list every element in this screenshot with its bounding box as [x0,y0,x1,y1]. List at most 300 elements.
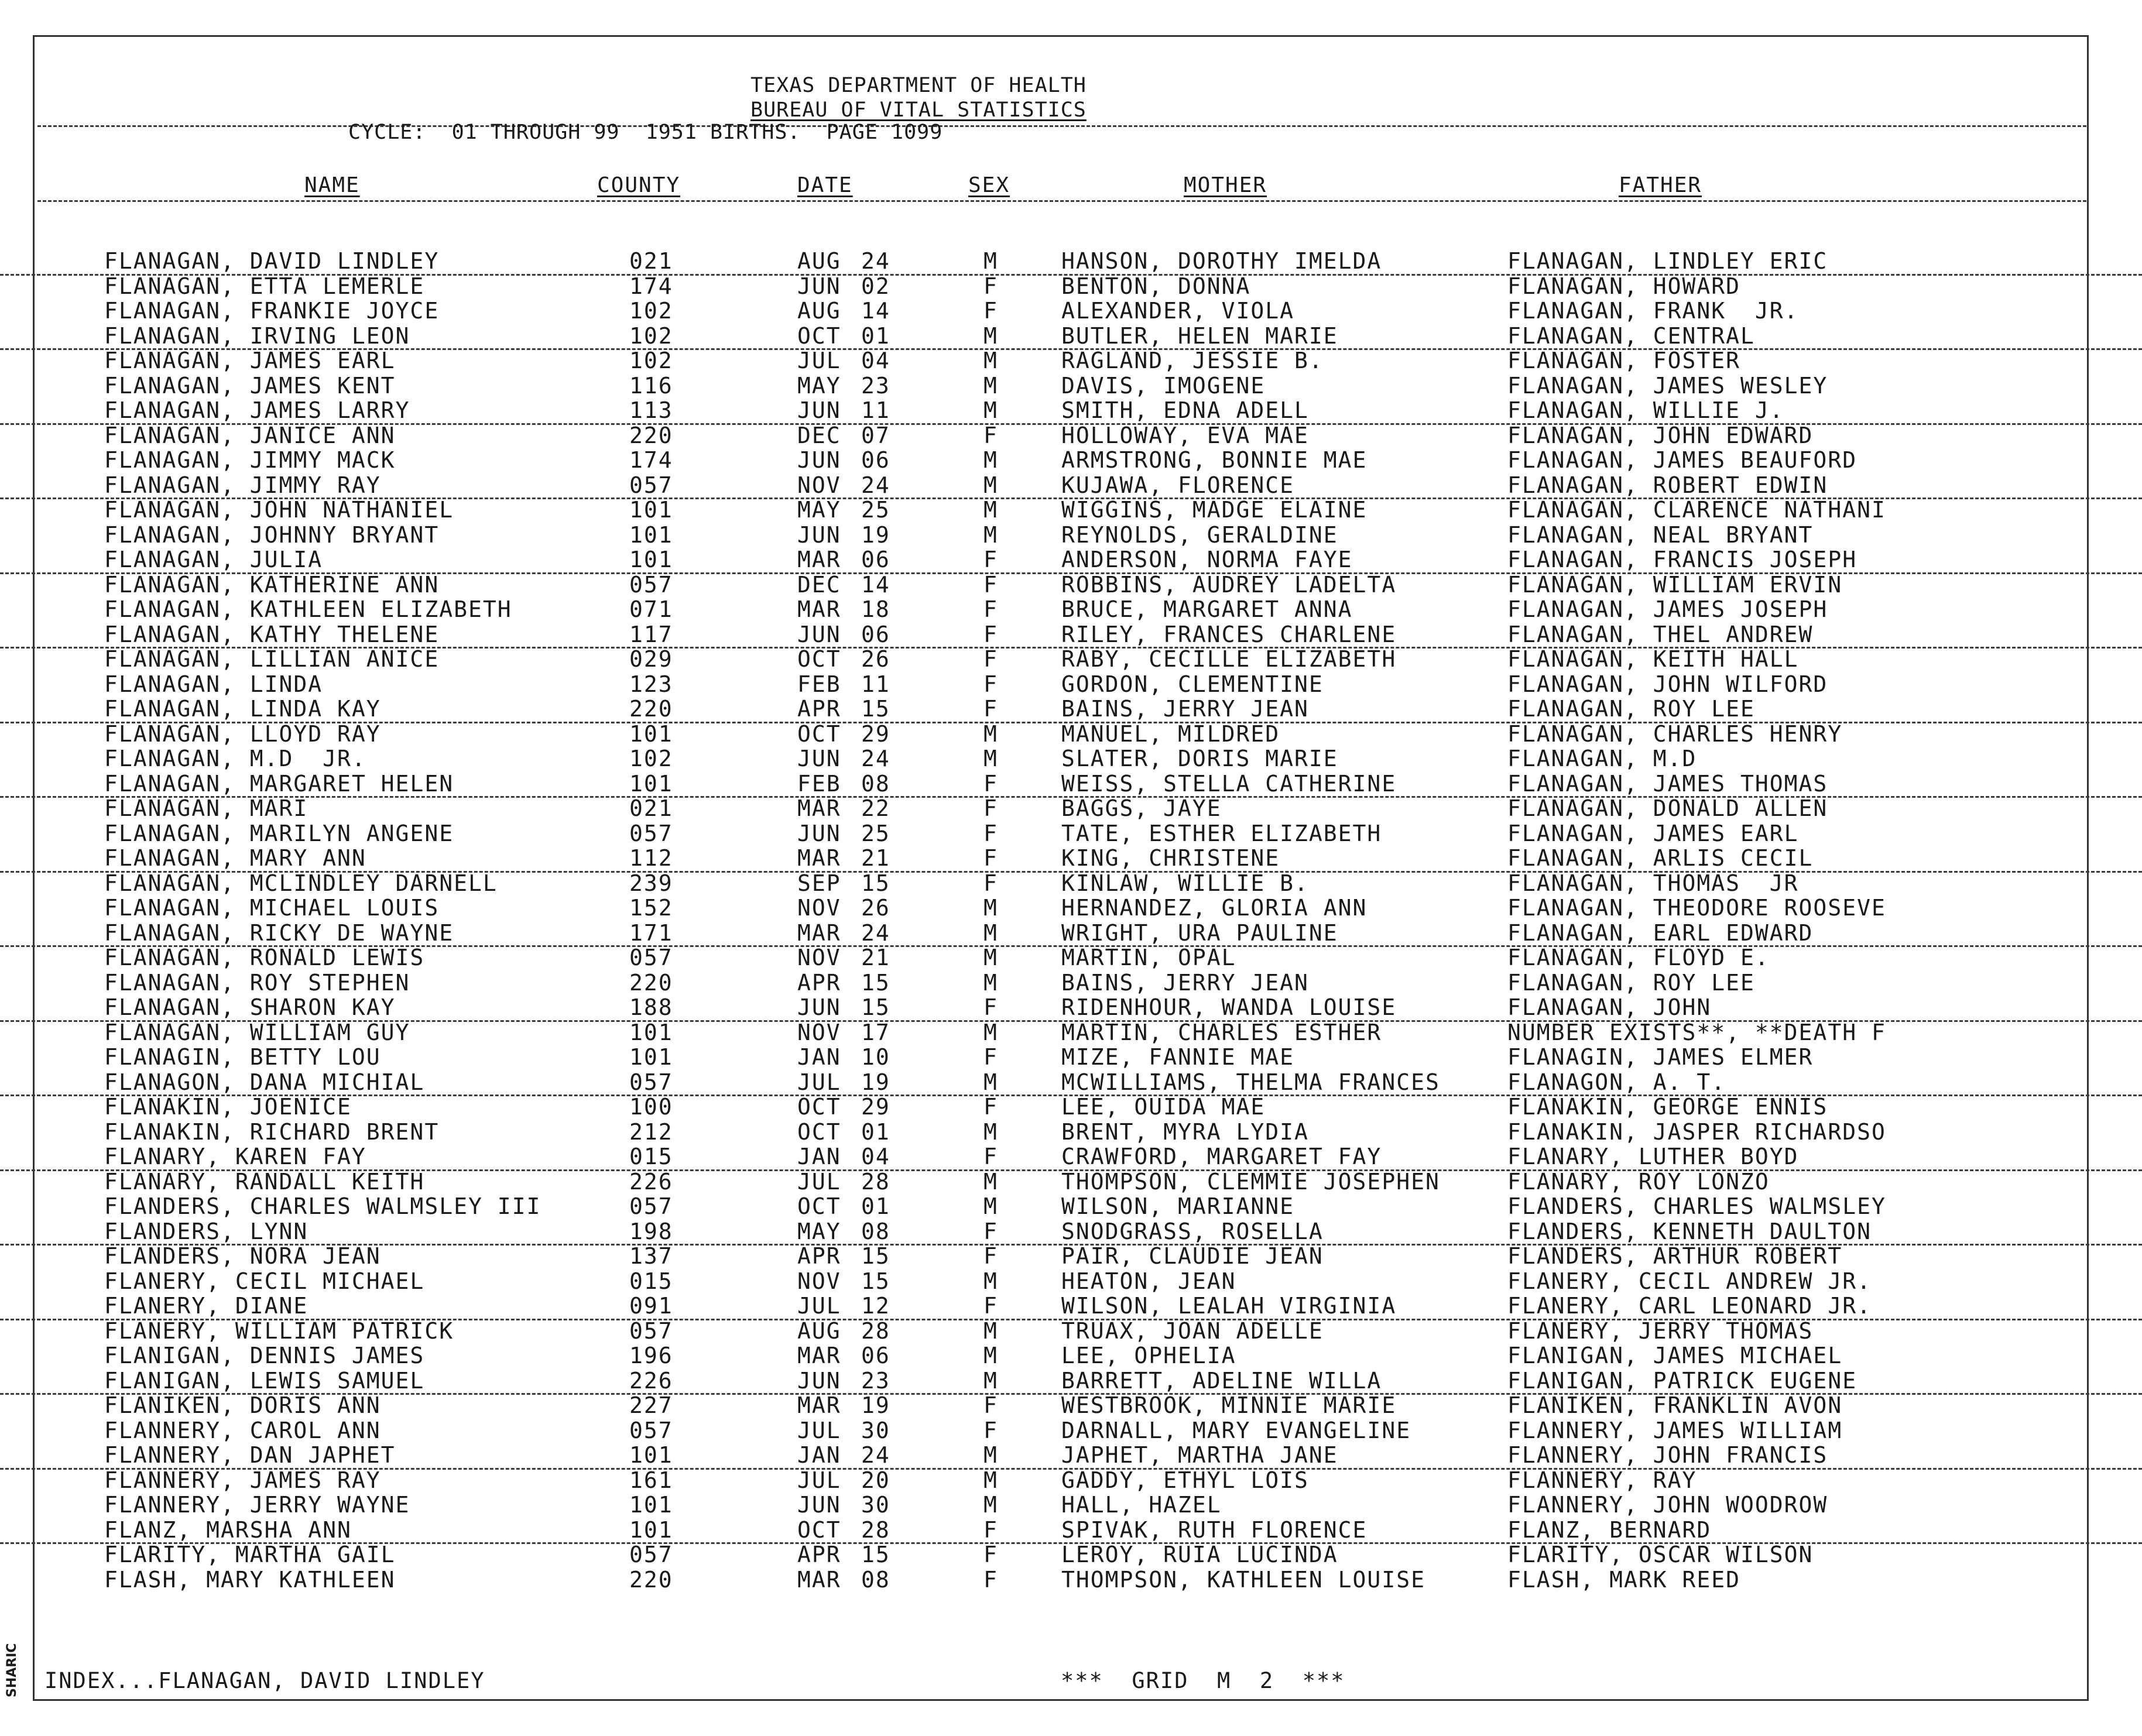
table-row [0,299,2142,324]
cell-county: 102 [629,746,673,771]
cell-month: NOV [797,472,841,498]
cell-day: 21 [861,945,890,970]
cell-county: 174 [629,447,673,473]
cell-sex: F [983,845,998,871]
cell-county: 123 [629,671,673,697]
cell-day: 04 [861,1144,890,1169]
cell-name: FLANAGAN, JULIA [104,547,323,572]
cell-county: 057 [629,945,673,970]
cell-father: FLANAGAN, JAMES JOSEPH [1507,596,1828,622]
cell-father: FLANARY, ROY LONZO [1507,1168,1770,1195]
cell-sex: M [983,945,998,970]
cell-name: FLANAGAN, JIMMY RAY [104,472,381,498]
cell-day: 23 [861,1367,890,1394]
cell-month: JUL [797,1069,841,1095]
cell-county: 057 [629,571,673,598]
cell-name: FLANAGAN, WILLIAM GUY [104,1019,410,1045]
table-row [0,771,2142,798]
cell-mother: LEE, OPHELIA [1061,1343,1236,1368]
cell-month: OCT [797,646,841,672]
cell-name: FLANAGAN, DAVID LINDLEY [104,248,440,274]
cell-mother: ANDERSON, NORMA FAYE [1061,547,1353,572]
cell-month: NOV [797,945,841,970]
cell-name: FLANARY, KAREN FAY [104,1144,366,1169]
cell-county: 101 [629,1442,673,1468]
cell-father: FLANNERY, JOHN FRANCIS [1507,1442,1828,1468]
cell-month: JUN [797,273,841,299]
cell-name: FLANAGAN, RICKY DE WAYNE [104,920,454,946]
cell-county: 057 [629,1069,673,1095]
cell-day: 24 [861,746,890,771]
cell-day: 19 [861,1069,890,1095]
cell-father: FLANAGAN, THOMAS JR [1507,870,1799,896]
cell-day: 24 [861,1442,890,1468]
cell-county: 117 [629,621,673,647]
table-row [0,896,2142,921]
cell-name: FLANAGAN, MCLINDLEY DARNELL [104,870,498,896]
cell-name: FLANAGAN, LLOYD RAY [104,721,381,747]
cell-sex: M [983,1343,998,1368]
cell-name: FLANERY, DIANE [104,1293,309,1319]
cell-sex: F [983,298,998,324]
cell-sex: M [983,497,998,523]
cell-name: FLANAGAN, LILLIAN ANICE [104,646,440,672]
cell-name: FLANAGAN, M.D JR. [104,746,366,771]
cell-day: 29 [861,1094,890,1120]
cell-sex: F [983,621,998,647]
cell-county: 102 [629,298,673,324]
cell-day: 08 [861,1218,890,1244]
cell-sex: F [983,870,998,896]
cell-name: FLANAGAN, JOHNNY BRYANT [104,522,440,548]
table-row [0,1294,2142,1320]
cell-father: FLANNERY, JAMES WILLIAM [1507,1417,1843,1443]
cell-name: FLANAGAN, MARY ANN [104,845,366,871]
cell-father: FLANAGAN, JOHN WILFORD [1507,671,1828,697]
cell-father: FLANAGAN, FRANCIS JOSEPH [1507,547,1857,572]
cell-day: 22 [861,795,890,821]
cell-father: FLANAGAN, DONALD ALLEN [1507,795,1828,821]
cell-mother: HERNANDEZ, GLORIA ANN [1061,895,1368,921]
cell-mother: SPIVAK, RUTH FLORENCE [1061,1517,1368,1543]
cell-name: FLANAGAN, MARGARET HELEN [104,770,454,797]
cell-sex: M [983,1268,998,1294]
cell-mother: KINLAW, WILLIE B. [1061,870,1309,896]
table-row [0,1120,2142,1145]
cell-sex: F [983,1094,998,1120]
header-cycle: CYCLE: 01 THROUGH 99 1951 BIRTHS. PAGE 1099 [348,121,943,144]
table-row [0,1468,2142,1493]
table-row [0,523,2142,548]
cell-day: 17 [861,1019,890,1045]
cell-mother: CRAWFORD, MARGARET FAY [1061,1144,1382,1169]
cell-day: 07 [861,422,890,448]
cell-county: 220 [629,1566,673,1593]
table-row [0,1219,2142,1246]
cell-name: FLANIKEN, DORIS ANN [104,1392,381,1418]
cell-name: FLASH, MARY KATHLEEN [104,1566,396,1593]
table-row [0,871,2142,896]
table-row [0,697,2142,723]
cell-father: FLANARY, LUTHER BOYD [1507,1144,1799,1169]
cell-father: FLANAGAN, WILLIE J. [1507,397,1784,423]
table-row [0,398,2142,425]
cell-name: FLANARY, RANDALL KEITH [104,1168,425,1195]
cell-sex: F [983,547,998,572]
cell-father: FLANAGAN, NEAL BRYANT [1507,522,1814,548]
cell-county: 101 [629,497,673,523]
cell-mother: LEE, OUIDA MAE [1061,1094,1266,1120]
cell-day: 30 [861,1492,890,1518]
cell-father: FLANAGAN, FOSTER [1507,348,1741,373]
table-row [0,1493,2142,1518]
cell-day: 20 [861,1467,890,1493]
cell-county: 198 [629,1218,673,1244]
table-row [0,448,2142,473]
cell-day: 21 [861,845,890,871]
cell-mother: WEISS, STELLA CATHERINE [1061,770,1397,797]
cell-father: FLANDERS, ARTHUR ROBERT [1507,1243,1843,1269]
cell-county: 101 [629,1044,673,1070]
table-row [0,995,2142,1022]
cell-day: 11 [861,671,890,697]
cell-name: FLANAGAN, KATHERINE ANN [104,571,440,598]
cell-day: 14 [861,571,890,598]
cell-day: 04 [861,348,890,373]
cell-sex: F [983,671,998,697]
cell-day: 30 [861,1417,890,1443]
cell-sex: F [983,646,998,672]
table-row [0,1020,2142,1045]
cell-father: FLANAGAN, JOHN EDWARD [1507,422,1814,448]
cell-month: MAR [797,845,841,871]
header-subtitle: BUREAU OF VITAL STATISTICS [750,98,1087,122]
cell-father: FLANERY, JERRY THOMAS [1507,1318,1814,1344]
cell-mother: TATE, ESTHER ELIZABETH [1061,820,1382,846]
cell-name: FLANAGAN, MARILYN ANGENE [104,820,454,846]
cell-sex: F [983,1218,998,1244]
cell-county: 102 [629,323,673,349]
cell-county: 015 [629,1144,673,1169]
cell-day: 24 [861,248,890,274]
cell-name: FLANAGIN, BETTY LOU [104,1044,381,1070]
cell-mother: MARTIN, OPAL [1061,945,1236,970]
cell-mother: HEATON, JEAN [1061,1268,1236,1294]
cell-mother: BENTON, DONNA [1061,273,1251,299]
table-row [0,1368,2142,1395]
cell-month: APR [797,1243,841,1269]
cell-father: FLANAGAN, FRANK JR. [1507,298,1799,324]
cell-county: 188 [629,994,673,1020]
cell-name: FLANNERY, DAN JAPHET [104,1442,396,1468]
cell-month: JUN [797,746,841,771]
cell-mother: BRUCE, MARGARET ANNA [1061,596,1353,622]
cell-day: 15 [861,1268,890,1294]
cell-name: FLANNERY, JERRY WAYNE [104,1492,410,1518]
header-title: TEXAS DEPARTMENT OF HEALTH [750,74,1087,97]
cell-month: AUG [797,248,841,274]
column-header-name: NAME [304,173,360,197]
cell-sex: M [983,721,998,747]
cell-mother: REYNOLDS, GERALDINE [1061,522,1338,548]
table-row [0,921,2142,948]
cell-day: 08 [861,1566,890,1593]
cell-month: AUG [797,1318,841,1344]
cell-father: FLANNERY, RAY [1507,1467,1697,1493]
table-row [0,1343,2142,1368]
cell-day: 15 [861,994,890,1020]
cell-day: 24 [861,920,890,946]
cell-mother: ARMSTRONG, BONNIE MAE [1061,447,1368,473]
table-row [0,1443,2142,1470]
cell-sex: F [983,820,998,846]
cell-month: JUL [797,348,841,373]
cell-county: 212 [629,1119,673,1145]
cell-sex: F [983,1293,998,1319]
cell-month: JUL [797,1417,841,1443]
cell-name: FLANAGAN, JANICE ANN [104,422,396,448]
cell-day: 06 [861,447,890,473]
table-row [0,572,2142,598]
cell-day: 25 [861,497,890,523]
cell-name: FLANAGAN, ETTA LEMERLE [104,273,425,299]
cell-day: 26 [861,895,890,921]
cell-month: AUG [797,298,841,324]
cell-county: 112 [629,845,673,871]
cell-month: MAR [797,1392,841,1418]
cell-county: 174 [629,273,673,299]
cell-day: 28 [861,1318,890,1344]
cell-day: 06 [861,547,890,572]
cell-father: FLANAGAN, FLOYD E. [1507,945,1770,970]
cell-name: FLANAGAN, JAMES KENT [104,372,396,399]
table-row [0,1567,2142,1593]
footer-index: INDEX...FLANAGAN, DAVID LINDLEY [44,1668,485,1693]
cell-sex: M [983,472,998,498]
cell-day: 19 [861,522,890,548]
cell-mother: MCWILLIAMS, THELMA FRANCES [1061,1069,1440,1095]
cell-county: 021 [629,795,673,821]
cell-father: FLANAGAN, KEITH HALL [1507,646,1799,672]
table-row [0,1045,2142,1070]
cell-sex: M [983,1442,998,1468]
cell-father: FLANAKIN, GEORGE ENNIS [1507,1094,1828,1120]
cell-county: 057 [629,1193,673,1219]
cell-day: 06 [861,1343,890,1368]
cell-county: 116 [629,372,673,399]
cell-mother: KUJAWA, FLORENCE [1061,472,1295,498]
cell-name: FLANERY, WILLIAM PATRICK [104,1318,454,1344]
cell-month: JUN [797,1367,841,1394]
cell-mother: SNODGRASS, ROSELLA [1061,1218,1324,1244]
cell-name: FLANDERS, LYNN [104,1218,309,1244]
cell-sex: F [983,1044,998,1070]
cell-county: 021 [629,248,673,274]
cell-day: 18 [861,596,890,622]
cell-month: OCT [797,323,841,349]
cell-county: 161 [629,1467,673,1493]
cell-name: FLANAGAN, LINDA [104,671,323,697]
cell-name: FLANAGAN, KATHLEEN ELIZABETH [104,596,512,622]
cell-county: 137 [629,1243,673,1269]
table-row [0,324,2142,351]
cell-day: 24 [861,472,890,498]
table-row [0,846,2142,873]
cell-name: FLANAKIN, JOENICE [104,1094,352,1120]
cell-sex: M [983,895,998,921]
cell-month: MAY [797,372,841,399]
cell-county: 101 [629,1019,673,1045]
cell-sex: M [983,920,998,946]
cell-sex: F [983,1144,998,1169]
cell-county: 091 [629,1293,673,1319]
footer-grid: *** GRID M 2 *** [1061,1668,1345,1693]
cell-month: MAR [797,920,841,946]
cell-name: FLANERY, CECIL MICHAEL [104,1268,425,1294]
cell-sex: F [983,696,998,722]
cell-month: MAR [797,1343,841,1368]
cell-day: 12 [861,1293,890,1319]
cell-county: 029 [629,646,673,672]
cell-sex: F [983,1542,998,1567]
cell-mother: ROBBINS, AUDREY LADELTA [1061,571,1397,598]
cell-county: 101 [629,547,673,572]
cell-county: 171 [629,920,673,946]
cell-mother: BRENT, MYRA LYDIA [1061,1119,1309,1145]
cell-sex: F [983,1566,998,1593]
cell-day: 11 [861,397,890,423]
cell-sex: M [983,1019,998,1045]
cell-father: FLANIKEN, FRANKLIN AVON [1507,1392,1843,1418]
cell-day: 15 [861,1243,890,1269]
cell-county: 100 [629,1094,673,1120]
cell-sex: F [983,770,998,797]
cell-month: JUL [797,1293,841,1319]
cell-mother: THOMPSON, CLEMMIE JOSEPHEN [1061,1168,1440,1195]
cell-day: 01 [861,323,890,349]
cell-sex: F [983,571,998,598]
cell-father: FLANAGAN, M.D [1507,746,1697,771]
cell-sex: M [983,746,998,771]
table-row [0,373,2142,399]
cell-county: 101 [629,721,673,747]
cell-father: FLARITY, OSCAR WILSON [1507,1542,1814,1567]
cell-day: 08 [861,770,890,797]
cell-mother: HALL, HAZEL [1061,1492,1222,1518]
cell-father: FLANAGAN, JOHN [1507,994,1712,1020]
table-row [0,796,2142,821]
cell-county: 220 [629,969,673,996]
cell-name: FLANIGAN, LEWIS SAMUEL [104,1367,425,1394]
cell-name: FLANAGAN, FRANKIE JOYCE [104,298,440,324]
cell-name: FLANAGAN, JIMMY MACK [104,447,396,473]
cell-county: 057 [629,472,673,498]
cell-month: FEB [797,671,841,697]
table-row [0,1319,2142,1344]
cell-name: FLANAGAN, RONALD LEWIS [104,945,425,970]
cell-mother: RABY, CECILLE ELIZABETH [1061,646,1397,672]
cell-month: MAY [797,497,841,523]
table-row [0,1070,2142,1097]
cell-month: OCT [797,1193,841,1219]
cell-father: FLANAGON, A. T. [1507,1069,1726,1095]
cell-name: FLANNERY, JAMES RAY [104,1467,381,1493]
cell-name: FLANAGAN, JAMES EARL [104,348,396,373]
cell-sex: F [983,994,998,1020]
cell-month: JUN [797,820,841,846]
cell-mother: ALEXANDER, VIOLA [1061,298,1295,324]
cell-name: FLANAGAN, MARI [104,795,309,821]
cell-father: FLANAGAN, ROBERT EDWIN [1507,472,1828,498]
cell-month: MAR [797,795,841,821]
table-row [0,1194,2142,1219]
cell-mother: HOLLOWAY, EVA MAE [1061,422,1309,448]
column-header-date: DATE [797,173,853,197]
cell-mother: WRIGHT, URA PAULINE [1061,920,1338,946]
cell-day: 01 [861,1193,890,1219]
cell-sex: F [983,1243,998,1269]
cell-sex: M [983,1367,998,1394]
table-row [0,1393,2142,1418]
cell-father: FLANAGAN, LINDLEY ERIC [1507,248,1828,274]
cell-mother: WESTBROOK, MINNIE MARIE [1061,1392,1397,1418]
cell-county: 226 [629,1168,673,1195]
cell-father: FLANAGAN, WILLIAM ERVIN [1507,571,1843,598]
column-header-sex: SEX [968,173,1010,197]
table-row [0,1269,2142,1294]
cell-father: FLANAGAN, ARLIS CECIL [1507,845,1814,871]
cell-county: 220 [629,422,673,448]
cell-mother: WIGGINS, MADGE ELAINE [1061,497,1368,523]
table-row [0,423,2142,448]
cell-mother: THOMPSON, KATHLEEN LOUISE [1061,1566,1425,1593]
cell-month: JUL [797,1168,841,1195]
cell-sex: M [983,447,998,473]
cell-day: 25 [861,820,890,846]
cell-father: FLANAGAN, JAMES WESLEY [1507,372,1828,399]
cell-month: JAN [797,1442,841,1468]
cell-mother: BAGGS, JAYE [1061,795,1222,821]
table-row [0,249,2142,276]
cell-father: NUMBER EXISTS**, **DEATH F [1507,1019,1886,1045]
cell-county: 015 [629,1268,673,1294]
cell-month: MAY [797,1218,841,1244]
cell-day: 15 [861,969,890,996]
cell-sex: M [983,1492,998,1518]
cell-father: FLANZ, BERNARD [1507,1517,1712,1543]
cell-county: 227 [629,1392,673,1418]
table-row [0,1418,2142,1443]
table-row [0,722,2142,747]
table-row [0,274,2142,299]
cell-sex: F [983,273,998,299]
cell-name: FLANAGAN, SHARON KAY [104,994,396,1020]
cell-county: 101 [629,770,673,797]
table-row [0,821,2142,846]
cell-father: FLANAKIN, JASPER RICHARDSO [1507,1119,1886,1145]
cell-month: JUN [797,1492,841,1518]
table-row [0,1244,2142,1269]
cell-month: SEP [797,870,841,896]
cell-father: FLANAGIN, JAMES ELMER [1507,1044,1814,1070]
cell-day: 28 [861,1168,890,1195]
cell-mother: MARTIN, CHARLES ESTHER [1061,1019,1382,1045]
cell-day: 28 [861,1517,890,1543]
table-row [0,1518,2142,1545]
cell-month: JUN [797,522,841,548]
cell-mother: RAGLAND, JESSIE B. [1061,348,1324,373]
cell-father: FLANAGAN, CHARLES HENRY [1507,721,1843,747]
